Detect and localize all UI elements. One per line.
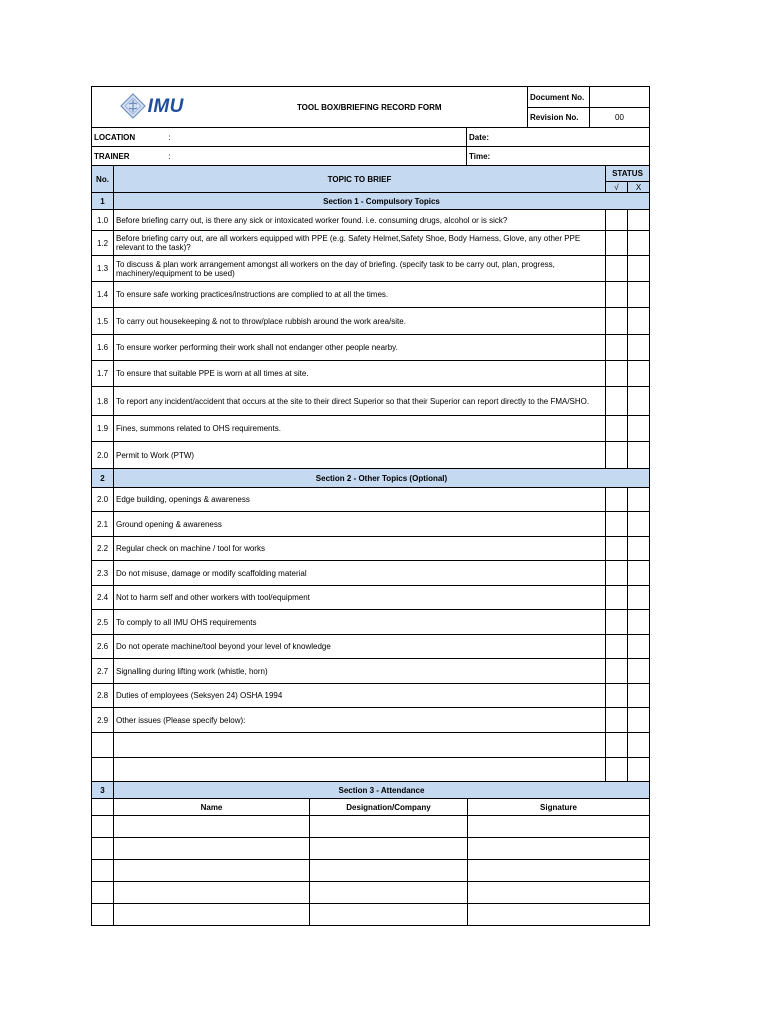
topic-row bbox=[92, 684, 650, 708]
status-tick-cell[interactable] bbox=[606, 586, 628, 610]
document-no-value[interactable] bbox=[590, 87, 650, 108]
section2-no: 2 bbox=[92, 469, 114, 488]
topic-no: 1.0 bbox=[92, 210, 114, 231]
date-label: Date: bbox=[469, 132, 490, 142]
col-cross-header: X bbox=[628, 182, 650, 193]
name-cell[interactable] bbox=[114, 816, 310, 838]
section1-no: 1 bbox=[92, 193, 114, 210]
topic-text: To report any incident/accident that occurs at the site to their direct Superior so that their Superior can report directly to the FMA/SHO. bbox=[114, 387, 606, 416]
status-tick-cell[interactable] bbox=[606, 231, 628, 256]
attendance-rows bbox=[92, 816, 650, 926]
col-topic-header: TOPIC TO BRIEF bbox=[114, 166, 606, 193]
status-cross-cell[interactable] bbox=[628, 308, 650, 335]
name-header: Name bbox=[114, 799, 310, 816]
topic-row bbox=[92, 282, 650, 308]
topic-text: Do not misuse, damage or modify scaffolding material bbox=[114, 561, 606, 586]
status-cross-cell[interactable] bbox=[628, 256, 650, 282]
document-no-label: Document No. bbox=[528, 87, 590, 108]
topic-row bbox=[92, 635, 650, 659]
location-separator: : bbox=[168, 132, 171, 142]
form-header bbox=[91, 86, 650, 128]
signature-cell[interactable] bbox=[468, 838, 650, 860]
status-tick-cell[interactable] bbox=[606, 416, 628, 442]
signature-cell[interactable] bbox=[468, 860, 650, 882]
form-title: TOOL BOX/BRIEFING RECORD FORM bbox=[212, 87, 528, 128]
topic-text: Before briefing carry out, is there any sick or intoxicated worker found. i.e. consuming drugs, alcohol or is sick? bbox=[114, 210, 606, 231]
topic-row bbox=[92, 335, 650, 361]
status-cross-cell[interactable] bbox=[628, 512, 650, 537]
topic-row bbox=[92, 416, 650, 442]
status-cross-cell[interactable] bbox=[628, 610, 650, 635]
attendance-row bbox=[92, 838, 650, 860]
attendance-no-cell bbox=[92, 904, 114, 926]
status-cross-cell[interactable] bbox=[628, 361, 650, 387]
revision-no-label: Revision No. bbox=[528, 108, 590, 128]
location-field[interactable] bbox=[167, 128, 467, 147]
topic-row bbox=[92, 210, 650, 231]
topic-text: Regular check on machine / tool for works bbox=[114, 537, 606, 561]
topic-row bbox=[92, 708, 650, 733]
topic-row bbox=[92, 561, 650, 586]
imu-logo bbox=[120, 93, 184, 119]
name-cell[interactable] bbox=[114, 882, 310, 904]
topic-no: 1.7 bbox=[92, 361, 114, 387]
status-cross-cell[interactable] bbox=[628, 659, 650, 684]
attendance-no-cell bbox=[92, 838, 114, 860]
designation-header: Designation/Company bbox=[310, 799, 468, 816]
topic-no: 2.5 bbox=[92, 610, 114, 635]
topic-text: To discuss & plan work arrangement amongst all workers on the day of briefing. (specify task to be carry out, plan, progress, machinery/equipment to be used) bbox=[114, 256, 606, 282]
col-tick-header: √ bbox=[606, 182, 628, 193]
status-tick-cell[interactable] bbox=[606, 561, 628, 586]
status-tick-cell[interactable] bbox=[606, 308, 628, 335]
attendance-no-cell bbox=[92, 882, 114, 904]
time-field[interactable] bbox=[467, 147, 650, 166]
trainer-separator: : bbox=[168, 151, 171, 161]
logo-cell bbox=[92, 87, 212, 128]
trainer-field[interactable] bbox=[167, 147, 467, 166]
status-cross-cell[interactable] bbox=[628, 488, 650, 512]
attendance-row bbox=[92, 882, 650, 904]
status-tick-cell[interactable] bbox=[606, 335, 628, 361]
section3-title: Section 3 - Attendance bbox=[114, 782, 650, 799]
topic-row bbox=[92, 256, 650, 282]
topic-no: 2.2 bbox=[92, 537, 114, 561]
col-status-header: STATUS bbox=[606, 166, 650, 182]
topic-text: Before briefing carry out, are all workers equipped with PPE (e.g. Safety Helmet,Safety Shoe, Body Harness, Glove, any other PPE relevant to the task)? bbox=[114, 231, 606, 256]
status-cross-cell[interactable] bbox=[628, 282, 650, 308]
status-cross-cell[interactable] bbox=[628, 387, 650, 416]
status-tick-cell[interactable] bbox=[606, 659, 628, 684]
section3-no: 3 bbox=[92, 782, 114, 799]
status-cross-cell[interactable] bbox=[628, 442, 650, 469]
designation-cell[interactable] bbox=[310, 860, 468, 882]
signature-cell[interactable] bbox=[468, 904, 650, 926]
status-tick-cell[interactable] bbox=[606, 512, 628, 537]
topic-no: 2.8 bbox=[92, 684, 114, 708]
briefing-form bbox=[91, 86, 649, 926]
designation-cell[interactable] bbox=[310, 838, 468, 860]
topic-no: 1.6 bbox=[92, 335, 114, 361]
topic-text: Fines, summons related to OHS requirements. bbox=[114, 416, 606, 442]
status-tick-cell[interactable] bbox=[606, 610, 628, 635]
status-cross-cell[interactable] bbox=[628, 561, 650, 586]
topic-no: 2.0 bbox=[92, 442, 114, 469]
location-label: LOCATION bbox=[92, 128, 167, 147]
topic-text: To ensure that suitable PPE is worn at all times at site. bbox=[114, 361, 606, 387]
status-tick-cell[interactable] bbox=[606, 635, 628, 659]
status-cross-cell[interactable] bbox=[628, 231, 650, 256]
topic-row bbox=[92, 512, 650, 537]
topic-no: 2.7 bbox=[92, 659, 114, 684]
status-tick-cell[interactable] bbox=[606, 537, 628, 561]
trainer-label: TRAINER bbox=[92, 147, 167, 166]
info-table bbox=[91, 127, 650, 166]
attendance-row bbox=[92, 904, 650, 926]
designation-cell[interactable] bbox=[310, 882, 468, 904]
attendance-no-cell bbox=[92, 860, 114, 882]
topic-text: To comply to all IMU OHS requirements bbox=[114, 610, 606, 635]
section2-items bbox=[92, 488, 650, 733]
status-cross-cell[interactable] bbox=[628, 635, 650, 659]
col-no-header: No. bbox=[92, 166, 114, 193]
topic-text: To ensure worker performing their work shall not endanger other people nearby. bbox=[114, 335, 606, 361]
status-tick-cell[interactable] bbox=[606, 361, 628, 387]
topic-row bbox=[92, 442, 650, 469]
topic-no: 2.4 bbox=[92, 586, 114, 610]
topic-text: Do not operate machine/tool beyond your level of knowledge bbox=[114, 635, 606, 659]
topic-row bbox=[92, 488, 650, 512]
name-cell[interactable] bbox=[114, 860, 310, 882]
status-cross-cell[interactable] bbox=[628, 416, 650, 442]
signature-cell[interactable] bbox=[468, 816, 650, 838]
topic-no: 2.9 bbox=[92, 708, 114, 733]
designation-cell[interactable] bbox=[310, 816, 468, 838]
status-cross-cell[interactable] bbox=[628, 537, 650, 561]
topic-text: Not to harm self and other workers with tool/equipment bbox=[114, 586, 606, 610]
status-tick-cell[interactable] bbox=[606, 708, 628, 733]
topic-row bbox=[92, 610, 650, 635]
topic-row bbox=[92, 308, 650, 335]
topic-text: To carry out housekeeping & not to throw/place rubbish around the work area/site. bbox=[114, 308, 606, 335]
imu-emblem-icon bbox=[120, 93, 146, 119]
topic-text: Duties of employees (Seksyen 24) OSHA 1994 bbox=[114, 684, 606, 708]
status-tick-cell[interactable] bbox=[606, 282, 628, 308]
topic-no: 1.9 bbox=[92, 416, 114, 442]
attendance-row bbox=[92, 816, 650, 838]
status-cross-cell[interactable] bbox=[628, 335, 650, 361]
status-cross-cell[interactable] bbox=[628, 684, 650, 708]
topic-no: 1.2 bbox=[92, 231, 114, 256]
status-tick-cell[interactable] bbox=[606, 684, 628, 708]
topic-text: To ensure safe working practices/instructions are complied to at all the times. bbox=[114, 282, 606, 308]
section1-title: Section 1 - Compulsory Topics bbox=[114, 193, 650, 210]
topic-row bbox=[92, 387, 650, 416]
topic-no: 2.3 bbox=[92, 561, 114, 586]
signature-cell[interactable] bbox=[468, 882, 650, 904]
topic-no: 1.3 bbox=[92, 256, 114, 282]
other-issues-blank-row[interactable] bbox=[92, 733, 650, 758]
section2-header bbox=[92, 469, 650, 488]
date-field[interactable] bbox=[467, 128, 650, 147]
designation-cell[interactable] bbox=[310, 904, 468, 926]
topic-no: 1.4 bbox=[92, 282, 114, 308]
status-tick-cell[interactable] bbox=[606, 488, 628, 512]
status-tick-cell[interactable] bbox=[606, 210, 628, 231]
topic-no: 2.6 bbox=[92, 635, 114, 659]
attendance-row bbox=[92, 860, 650, 882]
name-cell[interactable] bbox=[114, 838, 310, 860]
topic-row bbox=[92, 361, 650, 387]
section1-items bbox=[92, 210, 650, 469]
topic-text: Signalling during lifting work (whistle, horn) bbox=[114, 659, 606, 684]
status-cross-cell[interactable] bbox=[628, 708, 650, 733]
topic-no: 2.1 bbox=[92, 512, 114, 537]
time-label: Time: bbox=[469, 151, 491, 161]
topic-no: 2.0 bbox=[92, 488, 114, 512]
revision-no-value[interactable]: 00 bbox=[590, 108, 650, 128]
topic-row bbox=[92, 537, 650, 561]
section2-title: Section 2 - Other Topics (Optional) bbox=[114, 469, 650, 488]
name-cell[interactable] bbox=[114, 904, 310, 926]
topic-row bbox=[92, 659, 650, 684]
status-tick-cell[interactable] bbox=[606, 256, 628, 282]
section1-header bbox=[92, 193, 650, 210]
section3-header bbox=[92, 782, 650, 799]
topic-text: Edge building, openings & awareness bbox=[114, 488, 606, 512]
attendance-no-header bbox=[92, 799, 114, 816]
topic-no: 1.8 bbox=[92, 387, 114, 416]
topic-no: 1.5 bbox=[92, 308, 114, 335]
status-cross-cell[interactable] bbox=[628, 586, 650, 610]
topic-text: Other issues (Please specify below): bbox=[114, 708, 606, 733]
attendance-no-cell bbox=[92, 816, 114, 838]
topic-text: Permit to Work (PTW) bbox=[114, 442, 606, 469]
other-issues-blank-row[interactable] bbox=[92, 758, 650, 782]
logo-text: IMU bbox=[147, 95, 184, 117]
status-cross-cell[interactable] bbox=[628, 210, 650, 231]
signature-header: Signature bbox=[468, 799, 650, 816]
status-tick-cell[interactable] bbox=[606, 442, 628, 469]
topic-text: Ground opening & awareness bbox=[114, 512, 606, 537]
status-tick-cell[interactable] bbox=[606, 387, 628, 416]
topic-row bbox=[92, 231, 650, 256]
topic-row bbox=[92, 586, 650, 610]
attendance-table bbox=[91, 798, 650, 926]
topics-table bbox=[91, 165, 650, 799]
